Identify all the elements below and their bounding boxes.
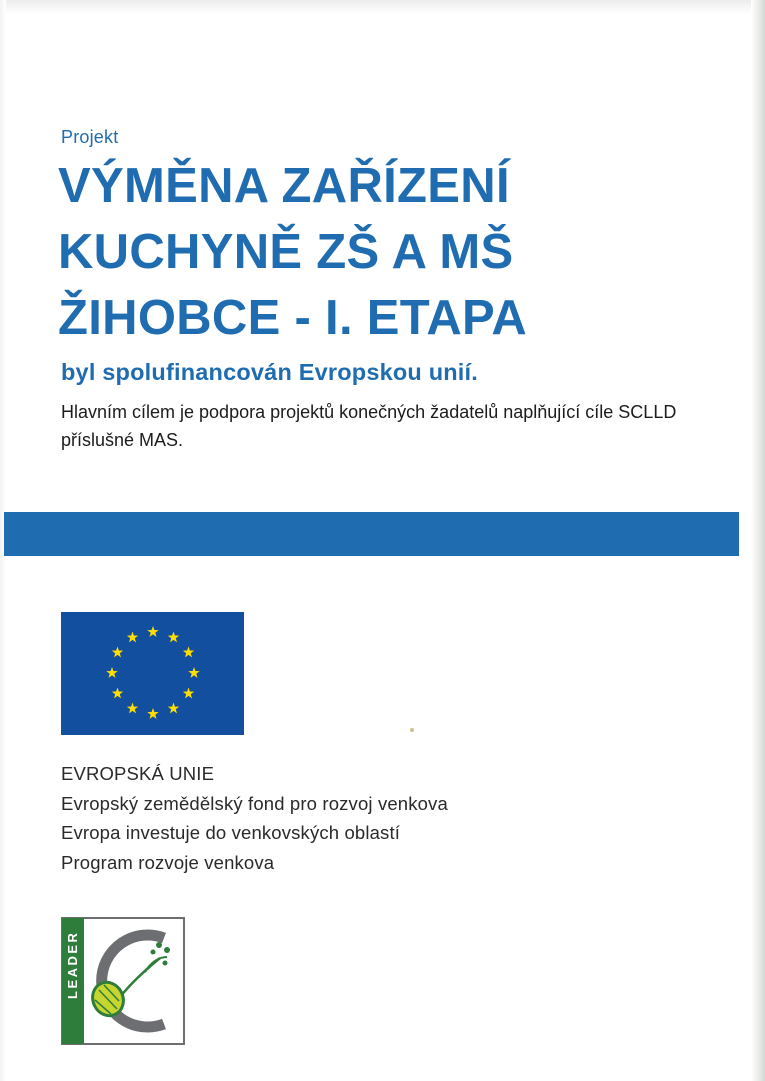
project-description: Hlavním cílem je podpora projektů konečných žadatelů naplňující cíle SCLLD příslušné MAS. <box>61 402 677 450</box>
cofinancing-statement: byl spolufinancován Evropskou unií. <box>61 359 478 385</box>
project-title-line: KUCHYNĚ ZŠ A MŠ <box>58 225 514 279</box>
project-label: Projekt <box>61 127 119 147</box>
eu-star-icon <box>183 647 194 658</box>
eu-star-icon <box>127 703 138 714</box>
eu-star-icon <box>127 631 138 642</box>
project-title <box>58 153 718 351</box>
program-name: Program rozvoje venkova <box>61 851 275 873</box>
eu-star-icon <box>188 667 199 678</box>
leader-logo-text: LEADER <box>65 930 80 999</box>
eu-star-icon <box>147 626 158 637</box>
eu-star-icon <box>183 688 194 699</box>
eu-slogan: Evropa investuje do venkovských oblastí <box>61 822 401 843</box>
eu-star-icon <box>112 647 123 658</box>
eu-star-icon <box>168 631 179 642</box>
eu-name: EVROPSKÁ UNIE <box>61 763 215 784</box>
leader-logo-icon <box>61 917 185 1045</box>
blue-divider-bar <box>4 512 739 556</box>
eu-flag-icon <box>61 612 244 735</box>
eu-star-icon <box>106 667 117 678</box>
project-title-line: VÝMĚNA ZAŘÍZENÍ <box>58 159 510 213</box>
eu-funding-info <box>61 759 621 877</box>
eu-star-icon <box>168 703 179 714</box>
scan-right-edge <box>751 0 765 1081</box>
eu-star-icon <box>147 708 158 719</box>
print-speck <box>410 728 414 732</box>
eu-star-icon <box>112 688 123 699</box>
scan-top-edge <box>0 0 765 14</box>
project-title-line: ŽIHOBCE - I. ETAPA <box>58 291 528 345</box>
fund-name: Evropský zemědělský fond pro rozvoj venkova <box>61 792 448 814</box>
